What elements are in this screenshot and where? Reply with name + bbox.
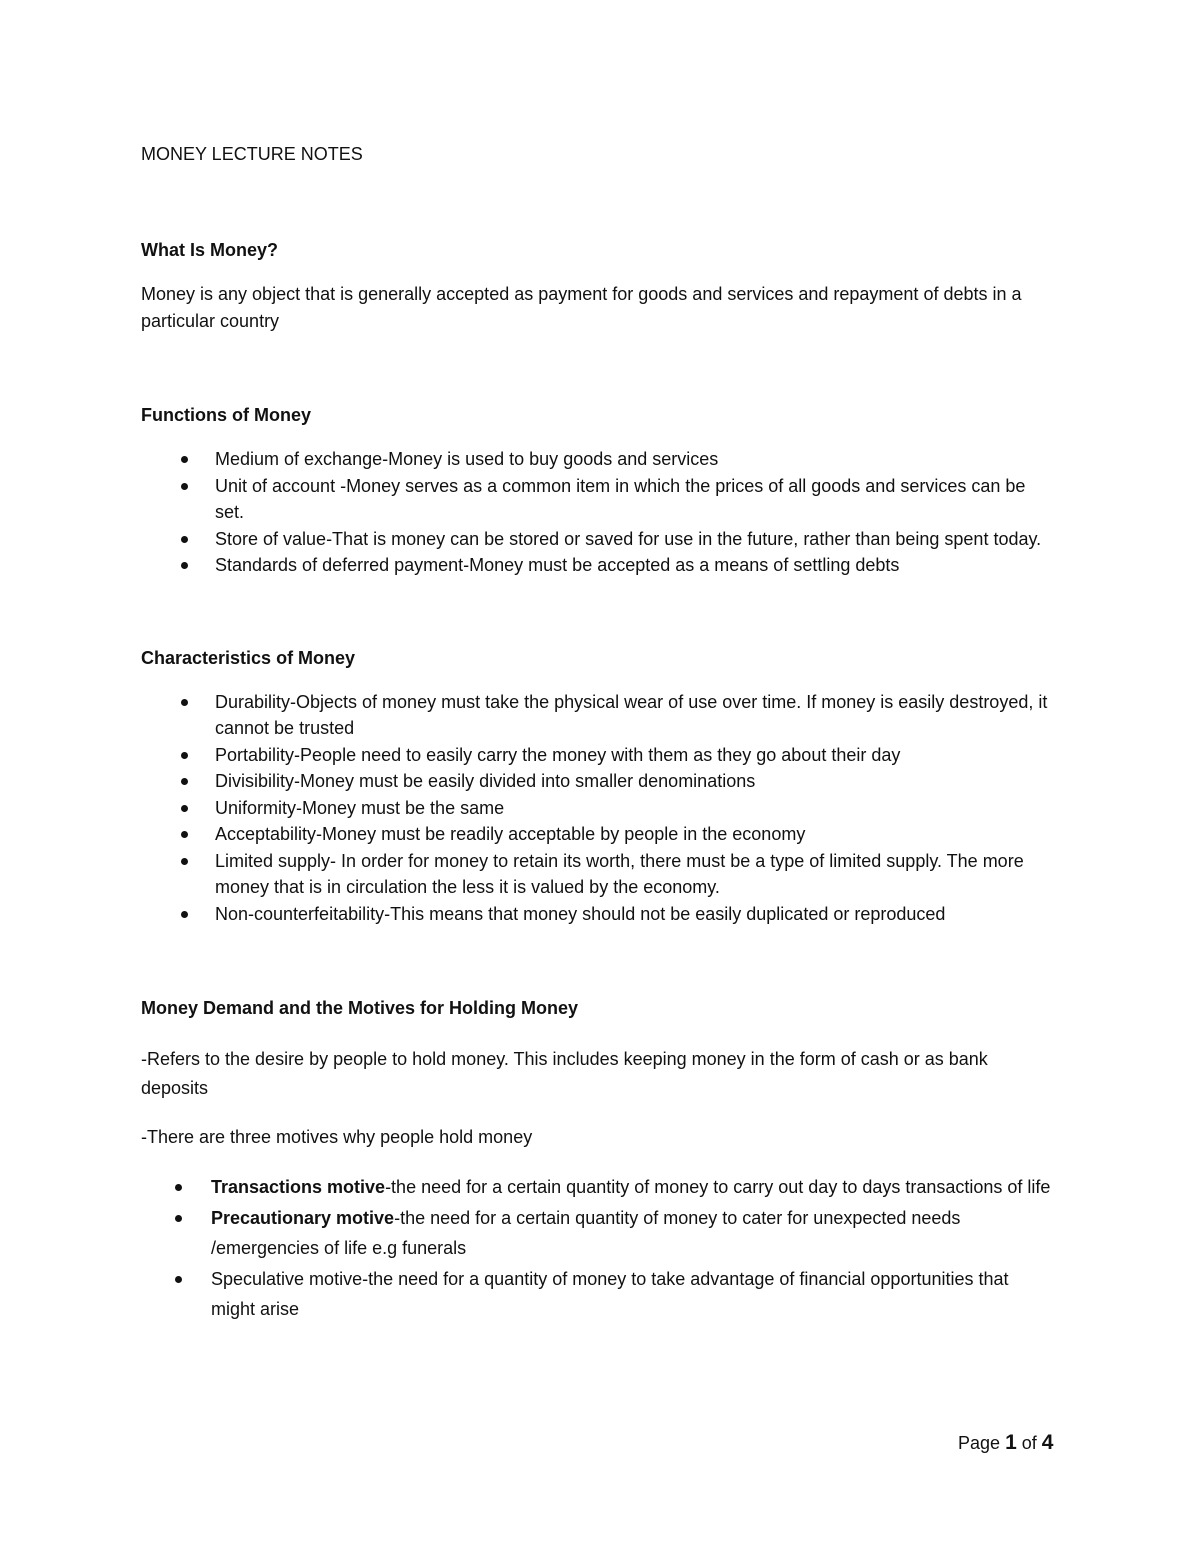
motives-list bbox=[141, 1172, 1051, 1324]
characteristics-list bbox=[141, 689, 1051, 928]
list-item: Speculative motive-the need for a quantity of money to take advantage of financial opportunities that might arise bbox=[141, 1264, 1051, 1324]
bullet-icon bbox=[181, 752, 188, 759]
motive-term: Precautionary motive bbox=[211, 1208, 395, 1228]
bullet-icon bbox=[181, 536, 188, 543]
list-item: Divisibility-Money must be easily divided into smaller denominations bbox=[141, 768, 1051, 795]
list-item: Portability-People need to easily carry the money with them as they go about their day bbox=[141, 742, 1051, 769]
page-number: Page 1 of 4 bbox=[958, 1431, 1054, 1454]
bullet-icon bbox=[181, 699, 188, 706]
bullet-icon bbox=[175, 1215, 182, 1222]
list-item: Uniformity-Money must be the same bbox=[141, 795, 1051, 822]
heading-money-demand: Money Demand and the Motives for Holding Money bbox=[141, 998, 579, 1018]
bullet-icon bbox=[181, 805, 188, 812]
page-content bbox=[141, 141, 1051, 1325]
list-item: Transactions motive-the need for a certain quantity of money to carry out day to days transactions of life bbox=[141, 1172, 1051, 1202]
list-item: Unit of account -Money serves as a common item in which the prices of all goods and services can be set. bbox=[141, 473, 1051, 526]
list-item: Standards of deferred payment-Money must be accepted as a means of settling debts bbox=[141, 552, 1051, 579]
what-is-money-text: Money is any object that is generally accepted as payment for goods and services and repayment of debts in a particular country bbox=[141, 284, 1022, 331]
list-item: Durability-Objects of money must take the physical wear of use over time. If money is easily destroyed, it cannot be trusted bbox=[141, 689, 1051, 742]
list-item: Acceptability-Money must be readily acceptable by people in the economy bbox=[141, 821, 1051, 848]
functions-list bbox=[141, 446, 1051, 579]
bullet-icon bbox=[181, 562, 188, 569]
bullet-icon bbox=[175, 1276, 182, 1283]
page-current: 1 bbox=[1005, 1431, 1017, 1454]
list-item: Medium of exchange-Money is used to buy goods and services bbox=[141, 446, 1051, 473]
heading-characteristics: Characteristics of Money bbox=[141, 647, 356, 668]
bullet-icon bbox=[181, 456, 188, 463]
heading-what-is-money: What Is Money? bbox=[141, 240, 279, 260]
bullet-icon bbox=[175, 1184, 182, 1191]
demand-paragraph-2: -There are three motives why people hold money bbox=[141, 1127, 533, 1147]
page-total: 4 bbox=[1041, 1431, 1054, 1454]
bullet-icon bbox=[181, 858, 188, 865]
bullet-icon bbox=[181, 831, 188, 838]
bullet-icon bbox=[181, 483, 188, 490]
list-item: Precautionary motive-the need for a certain quantity of money to cater for unexpected needs /emergencies of life e.g funerals bbox=[141, 1203, 1051, 1263]
list-item: Store of value-That is money can be stored or saved for use in the future, rather than being spent today. bbox=[141, 526, 1051, 553]
heading-functions: Functions of Money bbox=[141, 405, 311, 425]
demand-paragraph-1: -Refers to the desire by people to hold money. This includes keeping money in the form of cash or as bank deposits bbox=[141, 1049, 988, 1098]
bullet-icon bbox=[181, 911, 188, 918]
bullet-icon bbox=[181, 778, 188, 785]
document-title: MONEY LECTURE NOTES bbox=[141, 144, 363, 164]
list-item: Limited supply- In order for money to retain its worth, there must be a type of limited supply. The more money that is in circulation the less it is valued by the economy. bbox=[141, 848, 1051, 901]
motive-term: Transactions motive bbox=[211, 1177, 386, 1197]
list-item: Non-counterfeitability-This means that money should not be easily duplicated or reproduced bbox=[141, 901, 1051, 928]
